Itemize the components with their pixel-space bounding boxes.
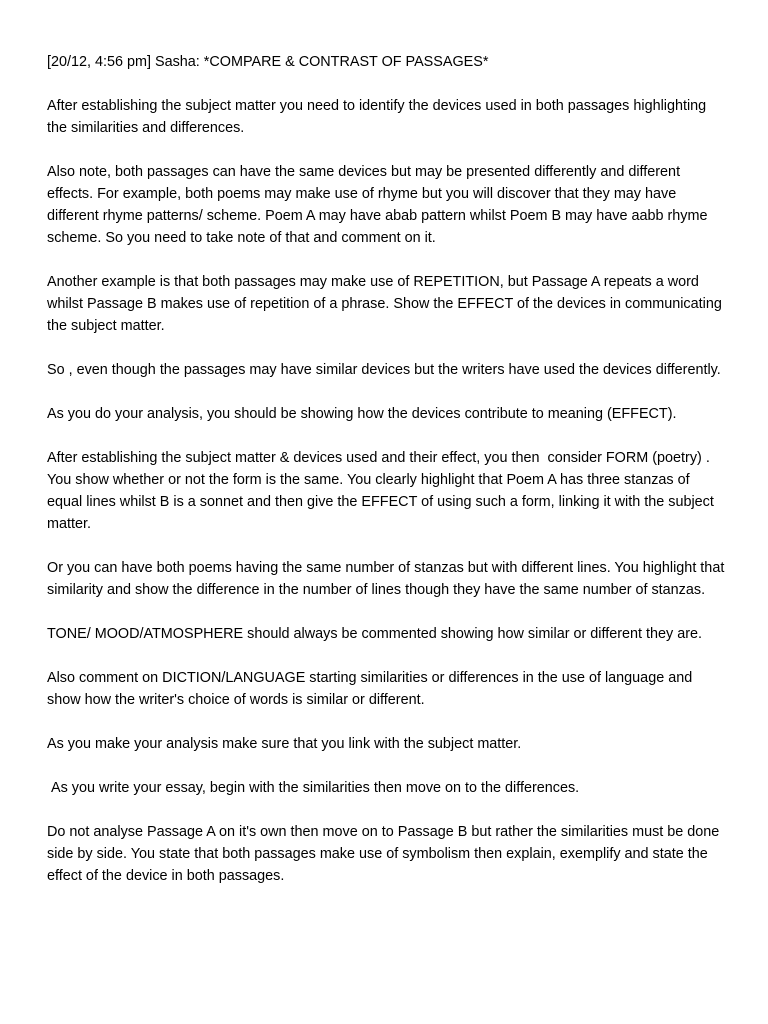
paragraph-essay-order: As you write your essay, begin with the similarities then move on to the differences.: [47, 780, 580, 796]
paragraph-tone-mood: TONE/ MOOD/ATMOSPHERE should always be commented showing how similar or different they are.: [47, 626, 703, 642]
paragraph-diction: Also comment on DICTION/LANGUAGE starting similarities or differences in the use of language and show how the writer's choice of words is similar or different.: [47, 670, 697, 708]
paragraph-analysis-effect: As you do your analysis, you should be showing how the devices contribute to meaning (EFFECT).: [47, 406, 677, 422]
message-header: [20/12, 4:56 pm] Sasha: *COMPARE & CONTRAST OF PASSAGES*: [47, 54, 489, 70]
paragraph-form: After establishing the subject matter & devices used and their effect, you then consider FORM (poetry) . You show whether or not the form is the same. You clearly highlight that Poem A has three stanzas of equal lines whilst B is a sonnet and then give the EFFECT of using such a form, linking it with the subject matter.: [47, 450, 718, 532]
paragraph-side-by-side: Do not analyse Passage A on it's own then move on to Passage B but rather the similarities must be done side by side. You state that both passages make use of symbolism then explain, exemplify and state the effect of the device in both passages.: [47, 824, 724, 884]
paragraph-devices-intro: After establishing the subject matter you need to identify the devices used in both passages highlighting the similarities and differences.: [47, 98, 711, 136]
paragraph-rhyme-example: Also note, both passages can have the same devices but may be presented differently and different effects. For example, both poems may make use of rhyme but you will discover that they may have different rhyme patterns/ scheme. Poem A may have abab pattern whilst Poem B may have aabb rhyme scheme. So you need to take note of that and comment on it.: [47, 164, 712, 246]
paragraph-similar-devices: So , even though the passages may have similar devices but the writers have used the devices differently.: [47, 362, 721, 378]
paragraph-repetition-example: Another example is that both passages may make use of REPETITION, but Passage A repeats a word whilst Passage B makes use of repetition of a phrase. Show the EFFECT of the devices in communicating the subject matter.: [47, 274, 726, 334]
paragraph-stanzas: Or you can have both poems having the same number of stanzas but with different lines. You highlight that similarity and show the difference in the number of lines though they have the same number of stanzas.: [47, 560, 729, 598]
paragraph-link-subject: As you make your analysis make sure that you link with the subject matter.: [47, 736, 522, 752]
